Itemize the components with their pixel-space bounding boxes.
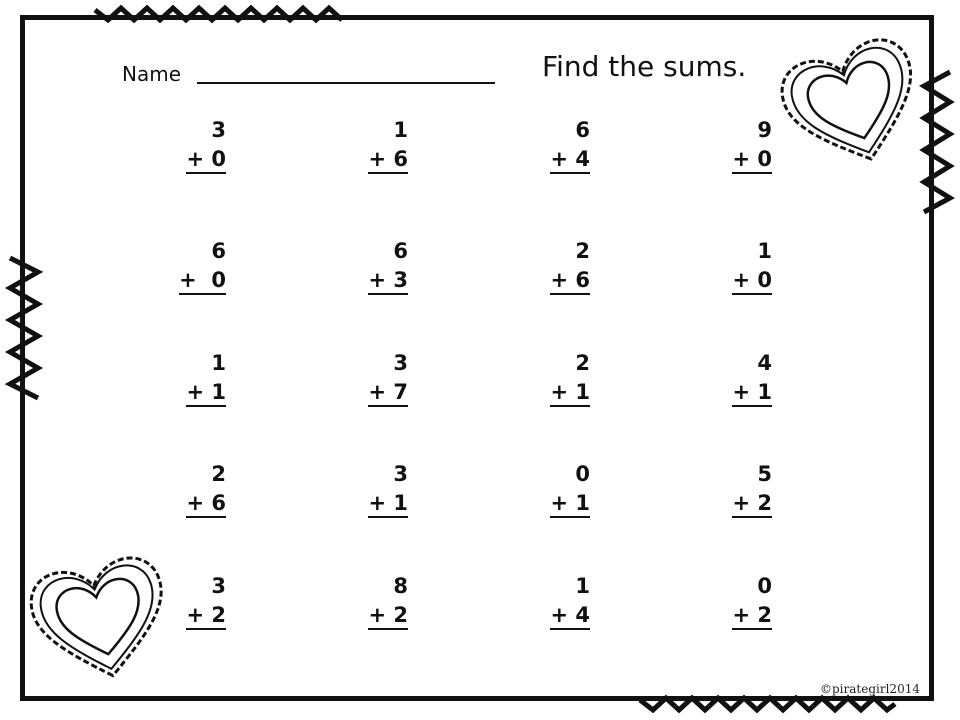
- bottom-addend: + 1: [368, 490, 408, 518]
- bottom-addend: + 0: [186, 146, 226, 174]
- addition-problem: [530, 460, 590, 518]
- top-addend: 2: [575, 239, 590, 263]
- top-addend: 5: [757, 462, 772, 486]
- bottom-addend: + 0: [732, 146, 772, 174]
- top-addend: 4: [757, 351, 772, 375]
- bottom-addend: + 6: [186, 490, 226, 518]
- bottom-addend: + 0: [732, 267, 772, 295]
- bottom-addend: + 0: [179, 267, 226, 295]
- addition-problem: [712, 116, 772, 174]
- addition-problem: [530, 349, 590, 407]
- bottom-addend: + 3: [368, 267, 408, 295]
- top-addend: 6: [393, 239, 408, 263]
- top-addend: 2: [211, 462, 226, 486]
- bottom-addend: + 2: [186, 602, 226, 630]
- bottom-addend: + 4: [550, 146, 590, 174]
- addition-problem: [166, 572, 226, 630]
- addition-problem: [348, 460, 408, 518]
- bottom-addend: + 1: [186, 379, 226, 407]
- name-line[interactable]: [197, 82, 495, 84]
- top-addend: 9: [757, 118, 772, 142]
- addition-problem: [712, 349, 772, 407]
- bottom-addend: + 6: [550, 267, 590, 295]
- name-label: Name: [122, 62, 182, 86]
- bottom-addend: + 2: [732, 490, 772, 518]
- bottom-addend: + 2: [368, 602, 408, 630]
- top-addend: 8: [393, 574, 408, 598]
- bottom-addend: + 7: [368, 379, 408, 407]
- addition-problem: [348, 349, 408, 407]
- top-addend: 6: [575, 118, 590, 142]
- top-addend: 3: [393, 462, 408, 486]
- addition-problem: [166, 460, 226, 518]
- top-addend: 1: [211, 351, 226, 375]
- top-addend: 0: [575, 462, 590, 486]
- addition-problem: [166, 237, 226, 295]
- bottom-addend: + 2: [732, 602, 772, 630]
- bottom-addend: + 1: [732, 379, 772, 407]
- addition-problem: [348, 237, 408, 295]
- copyright-text: ©pirategirl2014: [820, 682, 920, 696]
- addition-problem: [712, 460, 772, 518]
- addition-problem: [712, 572, 772, 630]
- top-addend: 1: [575, 574, 590, 598]
- top-addend: 3: [211, 574, 226, 598]
- addition-problem: [348, 572, 408, 630]
- addition-problem: [530, 572, 590, 630]
- addition-problem: [166, 116, 226, 174]
- bottom-addend: + 1: [550, 379, 590, 407]
- bottom-addend: + 4: [550, 602, 590, 630]
- top-addend: 3: [211, 118, 226, 142]
- addition-problem: [348, 116, 408, 174]
- top-addend: 1: [757, 239, 772, 263]
- top-addend: 6: [211, 239, 226, 263]
- top-addend: 1: [393, 118, 408, 142]
- bottom-addend: + 1: [550, 490, 590, 518]
- addition-problem: [530, 116, 590, 174]
- addition-problem: [166, 349, 226, 407]
- worksheet-border: [20, 15, 934, 701]
- top-addend: 2: [575, 351, 590, 375]
- page-title: Find the sums.: [542, 50, 747, 83]
- addition-problem: [530, 237, 590, 295]
- bottom-addend: + 6: [368, 146, 408, 174]
- addition-problem: [712, 237, 772, 295]
- top-addend: 3: [393, 351, 408, 375]
- top-addend: 0: [757, 574, 772, 598]
